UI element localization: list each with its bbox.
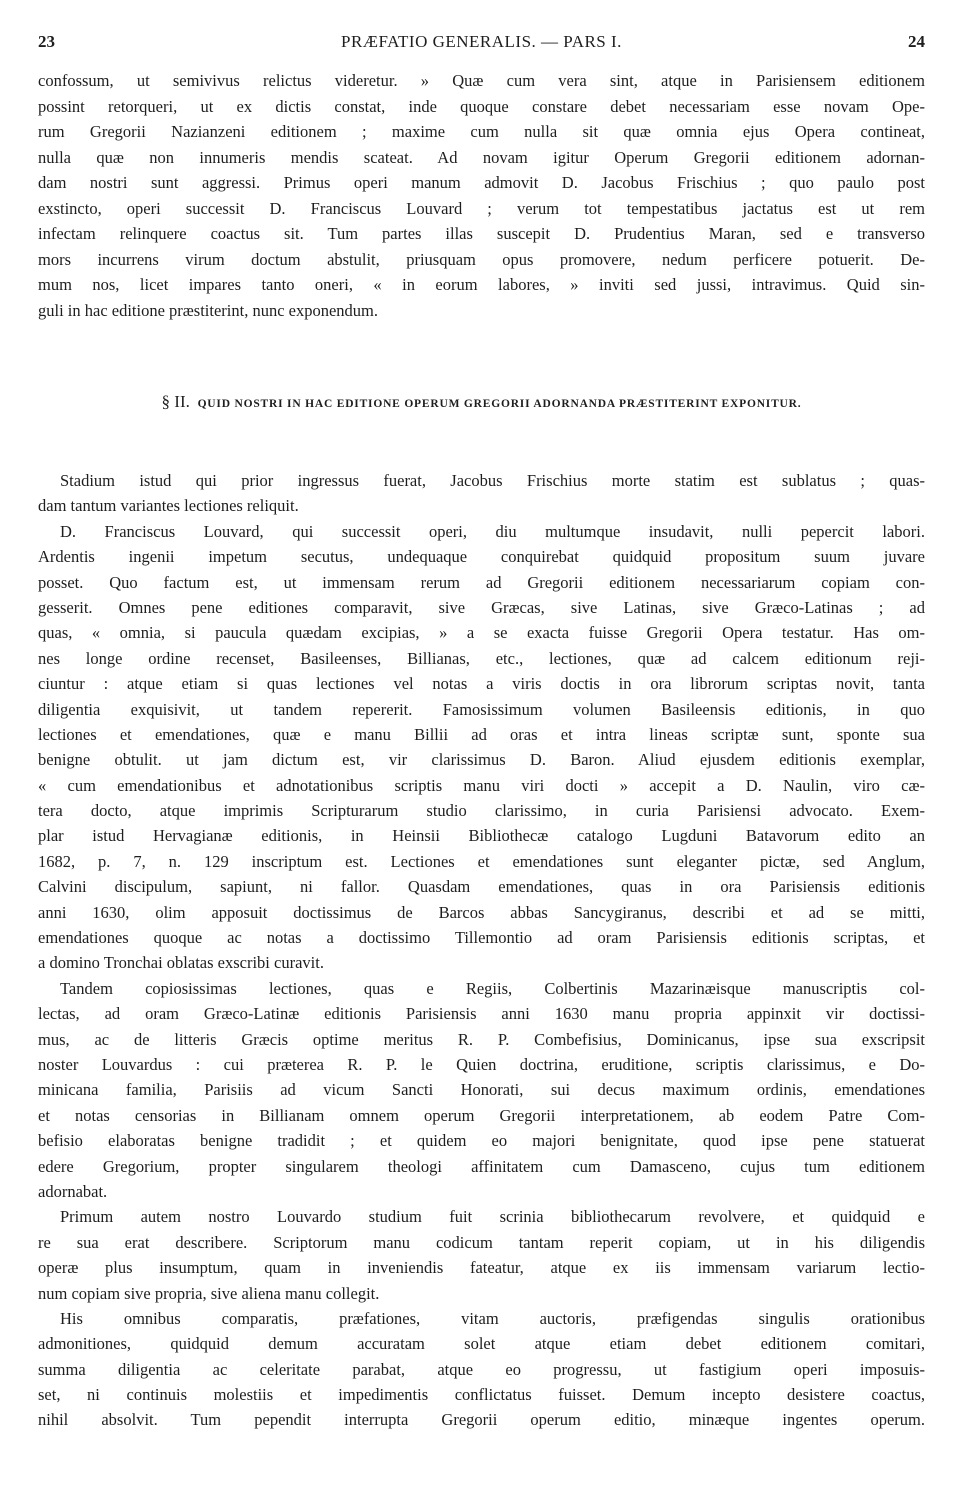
running-title: PRÆFATIO GENERALIS. — PARS I. (341, 32, 622, 51)
text-line: Primum autem nostro Louvardo studium fuit scrinia bibliothecarum revolvere, et quidquid e (60, 1207, 925, 1227)
text-line: mors incurrens virum doctum abstulit, priusquam opus promovere, nedum perficere potuerit. De- (38, 249, 925, 269)
text-line: admonitiones, quidquid demum accuratam solet atque etiam debet editionem comitari, (38, 1334, 925, 1354)
text-line: re sua erat describere. Scriptorum manu codicum tantam reperit copiam, ut in his diligendis (38, 1232, 925, 1252)
text-line: nulla quæ non innumeris mendis scateat. Ad novam igitur Operum Gregorii editionem adornan- (38, 147, 925, 167)
left-page-number: 23 (38, 32, 55, 51)
text-line: gesserit. Omnes pene editiones comparavit, sive Græcas, sive Latinas, sive Græco-Latinas ; ad (38, 597, 925, 617)
text-line: benigne obtulit. ut jam dictum est, vir clarissimus D. Baron. Aliud ejusdem editionis exemplar, (38, 750, 925, 770)
running-header (38, 26, 925, 60)
text-line: dam nostri sunt aggressi. Primus operi manum admovit D. Jacobus Frischius ; quo paulo post (38, 173, 925, 192)
text-line: mus, ac de litteris Græcis optime meritus R. P. Combefisius, Dominicanus, ipse sua exscripsit (38, 1029, 925, 1049)
text-line: quas, « omnia, si paucula quædam excipias, » a se exacta fuisse Gregorii Opera testatur. Has om- (38, 623, 925, 643)
text-line: mum nos, licet impares tanto oneri, « in eorum labores, » inviti sed jussi, intravimus. Quid sin- (38, 275, 925, 294)
text-line: Ardentis ingenii impetum secutus, undequaque conquirebat quidquid propositum suum juvare (38, 547, 925, 567)
section-number: § II. (161, 392, 190, 411)
text-line: nihil absolvit. Tum pependit interrupta Gregorii operum editio, minæque ingentes operum. (38, 1410, 925, 1430)
text-line: befisio elaboratas benigne tradidit ; et quidem eo majori benignitate, quod ipse pene statuerat (38, 1131, 925, 1151)
text-line: D. Franciscus Louvard, qui successit operi, diu multumque insudavit, nulli pepercit labori. (60, 521, 925, 541)
text-line: 1682, p. 7, n. 129 inscriptum est. Lectiones et emendationes sunt eleganter pictæ, sed Anglum, (38, 851, 925, 871)
text-line: Tandem copiosissimas lectiones, quas e Regiis, Colbertinis Mazarinæisque manuscriptis col- (60, 978, 925, 998)
text-line: exstincto, operi successit D. Franciscus Louvard ; verum tot tempestatibus jactatus est ut rem (38, 198, 925, 218)
right-page-number: 24 (908, 32, 925, 51)
text-line: infectam relinquere coactus sit. Tum partes illas suscepit D. Prudentius Maran, sed e transverso (38, 224, 925, 243)
text-line: confossum, ut semivivus relictus videretur. » Quæ cum vera sint, atque in Parisiensem editionem (38, 71, 925, 90)
text-line: summa diligentia ac celeritate parabat, atque eo progressu, ut fastigium operi imposuis- (38, 1359, 925, 1379)
text-line: tera docto, atque imprimis Scripturarum studio clarissimo, in curia Parisiensi advocato. Exem- (38, 801, 925, 821)
text-line: possint retorqueri, ut ex dictis constat, inde quoque constare debet necessariam esse novam Ope- (38, 96, 925, 116)
text-line: guli in hac editione præstiterint, nunc exponendum. (38, 300, 379, 320)
text-line: « cum emendationibus et adnotationibus scriptis manu viri docti » accepit a D. Naulin, viro cæ- (38, 775, 925, 795)
text-line: et notas censorias in Billianam omnem operum Gregorii interpretationem, ab eodem Patre Com- (38, 1105, 925, 1125)
text-line: nes longe ordine recenset, Basileenses, Billianas, etc., lectiones, quæ ad calcem editionum reji- (38, 648, 925, 668)
text-line: posset. Quo factum est, ut immensam rerum ad Gregorii editionem necessariarum copiam con- (38, 572, 925, 592)
text-line: dam tantum variantes lectiones reliquit. (38, 496, 299, 516)
text-line: rum Gregorii Nazianzeni editionem ; maxime cum nulla sit quæ omnia ejus Opera contineat, (38, 122, 925, 141)
text-line: emendationes quoque ac notas a doctissimo Tillemontio ad oram Parisiensis editionis scriptas, et (38, 928, 925, 948)
text-line: Stadium istud qui prior ingressus fuerat, Jacobus Frischius morte statim est sublatus ; quas- (60, 471, 925, 490)
text-line: minicana familia, Parisiis ad vicum Sancti Honorati, sui decus maximum ordinis, emendationes (38, 1080, 925, 1100)
text-line: Calvini discipulum, sapiunt, ni fallor. Quasdam emendationes, quas in ora Parisiensis editionis (38, 877, 925, 897)
intro-paragraph (38, 68, 925, 323)
body-text (38, 468, 925, 1433)
text-line: noster Louvardus : cui præterea R. P. le Quien doctrina, eruditione, scriptis clarissimus, e Do- (38, 1054, 925, 1074)
text-line: lectiones et emendationes, quæ e manu Billii ad oras et intra lineas scriptæ sunt, sponte sua (38, 724, 925, 744)
text-line: plar istud Hervagianæ editionis, in Heinsii Bibliothecæ catalogo Lugduni Batavorum edito an (38, 826, 925, 846)
text-line: His omnibus comparatis, præfationes, vitam auctoris, præfigendas singulis orationibus (60, 1308, 925, 1328)
text-line: operæ plus insumptum, quam in inveniendis fateatur, atque ex iis immensam variarum lectio- (38, 1258, 925, 1278)
text-line: a domino Tronchai oblatas exscribi curavit. (38, 953, 324, 973)
text-line: diligentia exquisivit, ut tandem repererit. Famosissimum volumen Basileensis editionis, in quo (38, 699, 925, 719)
text-line: anni 1630, olim apposuit doctissimus de Barcos abbas Sancygiranus, describi et ad se mitti, (38, 902, 925, 922)
text-line: edere Gregorium, propter singularem theologi affinitatem cum Damasceno, cujus tum editionem (38, 1156, 925, 1176)
text-line: num copiam sive propria, sive aliena manu collegit. (38, 1283, 380, 1303)
text-line: ciuntur : atque etiam si quas lectiones vel notas a viris doctis in ora librorum scriptas novit, tanta (38, 674, 925, 694)
section-title: QUID NOSTRI IN HAC EDITIONE OPERUM GREGORII ADORNANDA PRÆSTITERINT EXPONITUR. (197, 398, 802, 410)
section-heading (38, 392, 925, 412)
text-line: adornabat. (38, 1181, 108, 1201)
text-line: lectas, ad oram Græco-Latinæ editionis Parisiensis anni 1630 manu propria appinxit vir doctissi- (38, 1004, 925, 1024)
text-line: set, ni continuis molestiis et impedimentis conflictatus fuisset. Demum incepto desistere coactus, (38, 1385, 925, 1405)
